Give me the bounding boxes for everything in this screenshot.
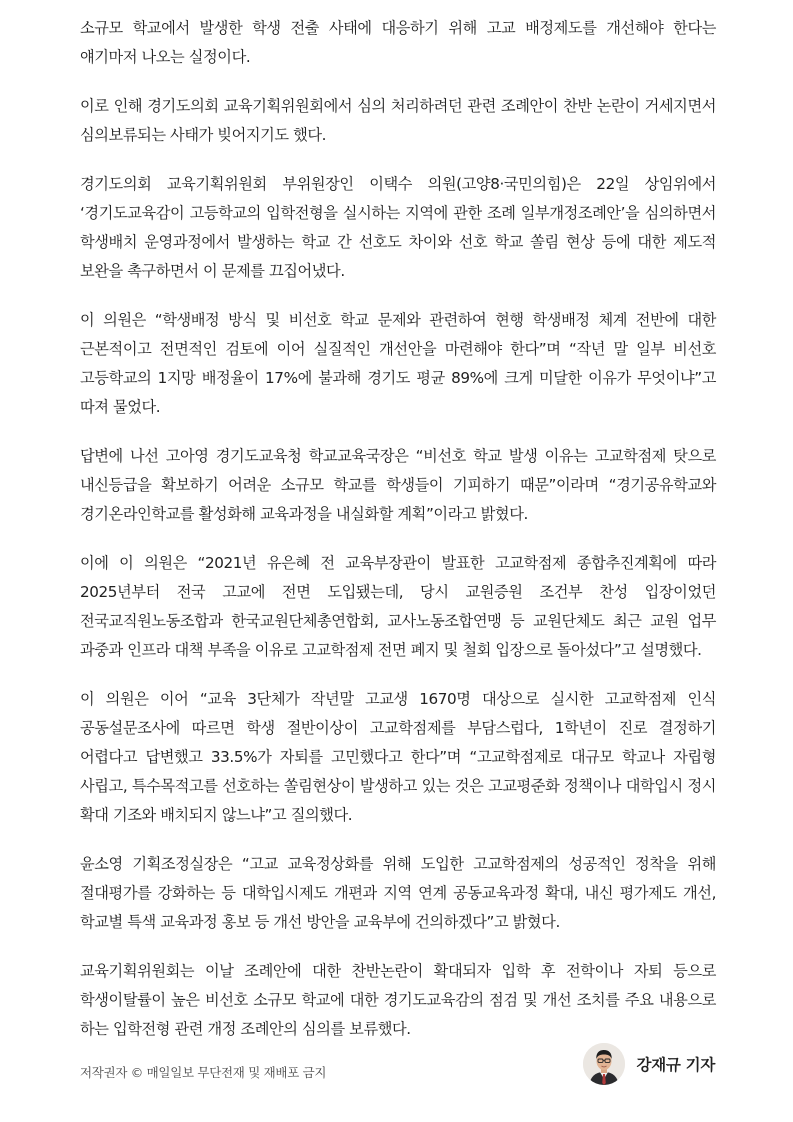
article-body [80, 14, 716, 1082]
reporter-photo-icon [583, 1043, 625, 1085]
reporter-avatar[interactable] [583, 1043, 625, 1085]
article-paragraph: 이로 인해 경기도의회 교육기획위원회에서 심의 처리하려던 관련 조례안이 찬반 논란이 거세지면서 심의보류되는 사태가 빚어지기도 했다. [80, 97, 716, 144]
article-paragraph: 소규모 학교에서 발생한 학생 전출 사태에 대응하기 위해 고교 배정제도를 개선해야 한다는 얘기마저 나오는 실정이다. [80, 19, 716, 66]
article-paragraph: 이에 이 의원은 “2021년 유은혜 전 교육부장관이 발표한 고교학점제 종합추진계획에 따라 2025년부터 전국 고교에 전면 도입됐는데, 당시 교원증원 조건부 찬성 입장이었던 전국교직원노동조합과 한국교원단체총연합회, 교사노동조합연맹 등 교원단체도 최근 교원 업무 과중과 인프라 대책 부족을 이유로 고교학점제 전면 폐지 및 철회 입장으로 돌아섰다”고 설명했다. [80, 554, 716, 659]
article-paragraph: 윤소영 기획조정실장은 “고교 교육정상화를 위해 도입한 고교학점제의 성공적인 정착을 위해 절대평가를 강화하는 등 대학입시제도 개편과 지역 연계 공동교육과정 확대, 내신 평가제도 개선, 학교별 특색 교육과정 홍보 등 개선 방안을 교육부에 건의하겠다”고 밝혔다. [80, 855, 716, 931]
article-paragraph: 교육기획위원회는 이날 조례안에 대한 찬반논란이 확대되자 입학 후 전학이나 자퇴 등으로 학생이탈률이 높은 비선호 소규모 학교에 대한 경기도교육감의 점검 및 개선 조치를 주요 내용으로 하는 입학전형 관련 개정 조례안의 심의를 보류했다. [80, 962, 716, 1038]
reporter-byline[interactable] [583, 1043, 715, 1085]
article-paragraph: 답변에 나선 고아영 경기도교육청 학교교육국장은 “비선호 학교 발생 이유는 고교학점제 탓으로 내신등급을 확보하기 어려운 소규모 학교를 학생들이 기피하기 때문”이라며 “경기공유학교와 경기온라인학교를 활성화해 교육과정을 내실화할 계획”이라고 밝혔다. [80, 447, 716, 523]
reporter-name[interactable]: 강재규 기자 [636, 1056, 715, 1074]
copyright-notice: 저작권자 © 매일일보 무단전재 및 재배포 금지 [80, 1065, 327, 1080]
article-paragraph: 경기도의회 교육기획위원회 부위원장인 이택수 의원(고양8·국민의힘)은 22일 상임위에서 ‘경기도교육감이 고등학교의 입학전형을 실시하는 지역에 관한 조례 일부개정조례안’을 심의하면서 학생배치 운영과정에서 발생하는 학교 간 선호도 차이와 선호 학교 쏠림 현상 등에 대한 제도적 보완을 촉구하면서 이 문제를 끄집어냈다. [80, 175, 716, 280]
article-paragraph: 이 의원은 “학생배정 방식 및 비선호 학교 문제와 관련하여 현행 학생배정 체계 전반에 대한 근본적이고 전면적인 검토에 이어 실질적인 개선안을 마련해야 한다”며 “작년 말 일부 비선호 고등학교의 1지망 배정율이 17%에 불과해 경기도 평균 89%에 크게 미달한 이유가 무엇이냐”고 따져 물었다. [80, 311, 716, 416]
article-paragraph: 이 의원은 이어 “교육 3단체가 작년말 고교생 1670명 대상으로 실시한 고교학점제 인식 공동설문조사에 따르면 학생 절반이상이 고교학점제를 부담스럽다, 1학년이 진로 결정하기 어렵다고 답변했고 33.5%가 자퇴를 고민했다고 한다”며 “고교학점제로 대규모 학교나 자립형 사립고, 특수목적고를 선호하는 쏠림현상이 발생하고 있는 것은 고교평준화 정책이나 대학입시 정시 확대 기조와 배치되지 않느냐”고 질의했다. [80, 690, 716, 824]
